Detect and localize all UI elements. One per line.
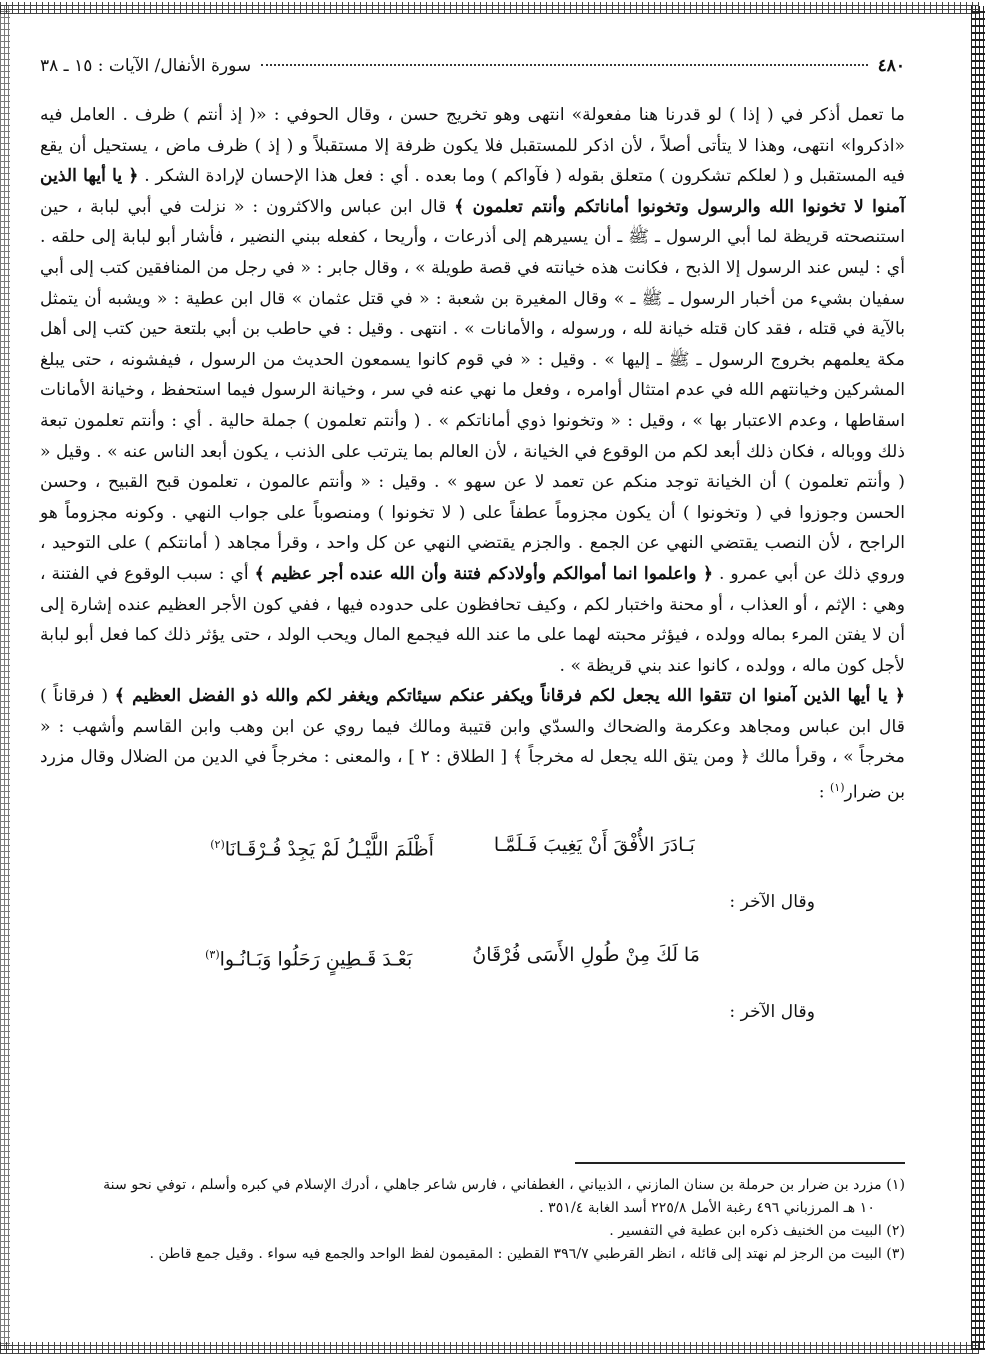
footnote-ref: (١) [830,781,845,795]
footnote-ref: (٢) [210,838,225,852]
verse-hemistich-second [205,940,412,975]
paragraph-text: قال ابن عباس والاكثرون : « نزلت في أبي لبابة ، حين استنصحته قريظة لما أبي الرسول ـ ﷺ ـ أن يسيرهم إلى أذرعات ، وأريحا ، كفعله ببني النضير ، فأشار أبو لبابة إلى حلقه . أي : ليس عند الرسول إلا الذبح ، فكانت هذه خيانته في قصة طويلة » ، وقال جابر : « في رجل من المنافقين كتب إلى أبي سفيان بشيء من أخبار الرسول ـ ﷺ ـ » وقال المغيرة بن شعبة : « في قتل عثمان » قال ابن عطية : « ويشبه أن يتمثل بالآية في قتله ، فقد كان قتله خيانة لله ، ورسوله ، والأمانات » . انتهى . وقيل : في حاطب بن أبي بلتعة حين كتب إلى أهل مكة يعلمهم بخروج الرسول ـ ﷺ ـ إليها » . وقيل : « في قوم كانوا يسمعون الحديث من الرسول ، فيفشونه ، حتى يبلغ المشركين وخيانتهم الله في عدم امتثال أوامره ، وفعل ما نهي عنه في سر ، وخيانة الرسول فيما استحفظ ، وخيانة الأمانات اسقاطها ، وعدم الاعتبار بها » ، وقيل : « وتخونوا ذوي أماناتكم » . ( وأنتم تعلمون ) جملة حالية . أي : وأنتم تعلمون تبعة ذلك ووباله ، فكان ذلك أبعد لكم من الوقوع في الخيانة ، لأن العالم بما يترتب على الذنب ، يكون أبعد الناس عنه » . وقيل « ( وأنتم تعلمون ) أن الخيانة توجد منكم عن تعمد لا عن سهو » . وقيل : « وأنتم عالمون ، تعلمون قبح القبيح ، وحسن الحسن وجوزوا في ( وتخونوا ) أن يكون مجزوماً عطفاً على ( لا تخونوا ) ومنصوباً على جواب النهي . وكونه مجزوماً هو الراجح ، لأن النصب يقتضي النهي عن الجمع . والجزم يقتضي النهي عن كل واحد ، وقرأ مجاهد ( أمانتكم ) على التوحيد ، وروي ذلك عن أبي عمرو . [40,196,906,584]
verse-hemistich-first: بَـادَرَ الأُفْقَ أَنْ يَغِيبَ فَـلَمَّـا [493,834,695,857]
ornamental-border-top [0,2,979,14]
verse-text: بَعْـدَ قَـطِينٍ رَحَلُوا وَبَـانُـوا [219,948,413,971]
quran-verse: ﴿ يا أيها الذين آمنوا لا تخونوا الله والرسول وتخونوا أماناتكم وأنتم تعلمون ﴾ [40,166,905,217]
ornamental-border-left [0,6,10,1350]
footnote-continued: ١٠ هـ المرزباني ٤٩٦ رغبة الأمل ٢٢٥/٨ أسد الغابة ٣٥١/٤ . [539,1200,875,1216]
page-number: ٤٨٠ [877,56,905,76]
ornamental-border-right [971,6,985,1350]
footnote: (٣) البيت من الرجز لم نهتد إلى قائله ، انظر القرطبي ٣٩٦/٧ القطين : المقيمون لفظ الواحد والجمع فيه سواء . وقيل جمع قاطن . [149,1246,905,1262]
ornamental-border-bottom [0,1342,979,1354]
footnote: (٢) البيت من الخنيف ذكره ابن عطية في التفسير . [609,1223,905,1239]
verse-text: أَظْلَمَ اللَّيْـلُ لَمْ يَجِدْ فُـرْقَـانَا [224,838,434,861]
footnote: (١) مزرد بن ضرار بن حرملة بن سنان المازني ، الذبياني ، الغطفاني ، فارس شاعر جاهلي ، أدرك الإسلام في كبره وأسلم ، توفي نحو سنة [103,1177,905,1193]
poetry-verse [40,940,905,975]
paragraph [40,681,905,808]
paragraph [40,100,905,681]
main-text [40,100,905,1027]
footnote-separator [575,1162,905,1164]
paragraph-text: أي : سبب الوقوع في الفتنة ، وهي : الإثم ، أو العذاب ، أو محنة واختبار لكم ، وكيف تحافظون على حدوده فيها ، ففي كون الأجر العظيم عنده إشارة إلى أن لا يفتن المرء بماله وولده ، فيؤثر محبته لهما على ما عند الله فيجمع المال ويحب الولد ، حتى يؤثر ذلك كما فعل أبو لبابة لأجل كون ماله ، وولده ، كانوا عند بني قريظة » . [40,563,905,676]
poet-intro: وقال الآخر : [729,892,815,913]
quran-verse: ﴿ واعلموا انما أموالكم وأولادكم فتنة وأن الله عنده أجر عظيم ﴾ [254,563,714,584]
verse-hemistich-first: مَا لَكَ مِنْ طُولِ الأَسَى فُرْقَانُ [472,943,700,966]
paragraph-text: ( فرقاناً ) قال ابن عباس ومجاهد وعكرمة والضحاك والسدّي وابن قتيبة ومالك فيما روي عن ابن وهب وابن القاسم وأشهب : « مخرجاً » ، وقرأ مالك ﴿ ومن يتق الله يجعل له مخرجاً ﴾ [ الطلاق : ٢ ] ، والمعنى : مخرجاً في الدين من الضلال وقال مزرد بن ضرار [40,686,905,803]
page-content [40,56,905,1027]
poet-intro: وقال الآخر : [729,1001,815,1022]
paragraph-text: ما تعمل أذكر في ( إذا ) لو قدرنا هنا مفعولة» انتهى وهو تخريج حسن ، وقال الحوفي : «( إذ أنتم ) ظرف . العامل فيه «اذكروا» انتهى، وهذا لا يتأتى أصلاً ، لأن اذكر للمستقبل فلا يكون ظرفة إلا مستقبلاً و ( إذ ) ظرف ماض ، يستحيل أن يقع فيه المستقبل و ( لعلكم تشكرون ) متعلق بقوله ( فآواكم ) وما بعده . أي : فعل هذا الإحسان لإرادة الشكر . [40,105,905,187]
header-dot-leader [261,64,867,66]
verse-hemistich-second [210,830,434,865]
footnote-ref: (٣) [205,947,220,961]
surah-title: سورة الأنفال/ الآيات : ١٥ ـ ٣٨ [40,56,252,76]
footnotes [40,1174,905,1266]
running-header [40,56,905,86]
paragraph-text: : [818,782,830,803]
poetry-verse [40,830,905,865]
quran-verse: ﴿ يا أيها الذين آمنوا ان تتقوا الله يجعل لكم فرقاناً ويكفر عنكم سيئاتكم ويغفر لكم والله ذو الفضل العظيم ﴾ [114,686,905,707]
